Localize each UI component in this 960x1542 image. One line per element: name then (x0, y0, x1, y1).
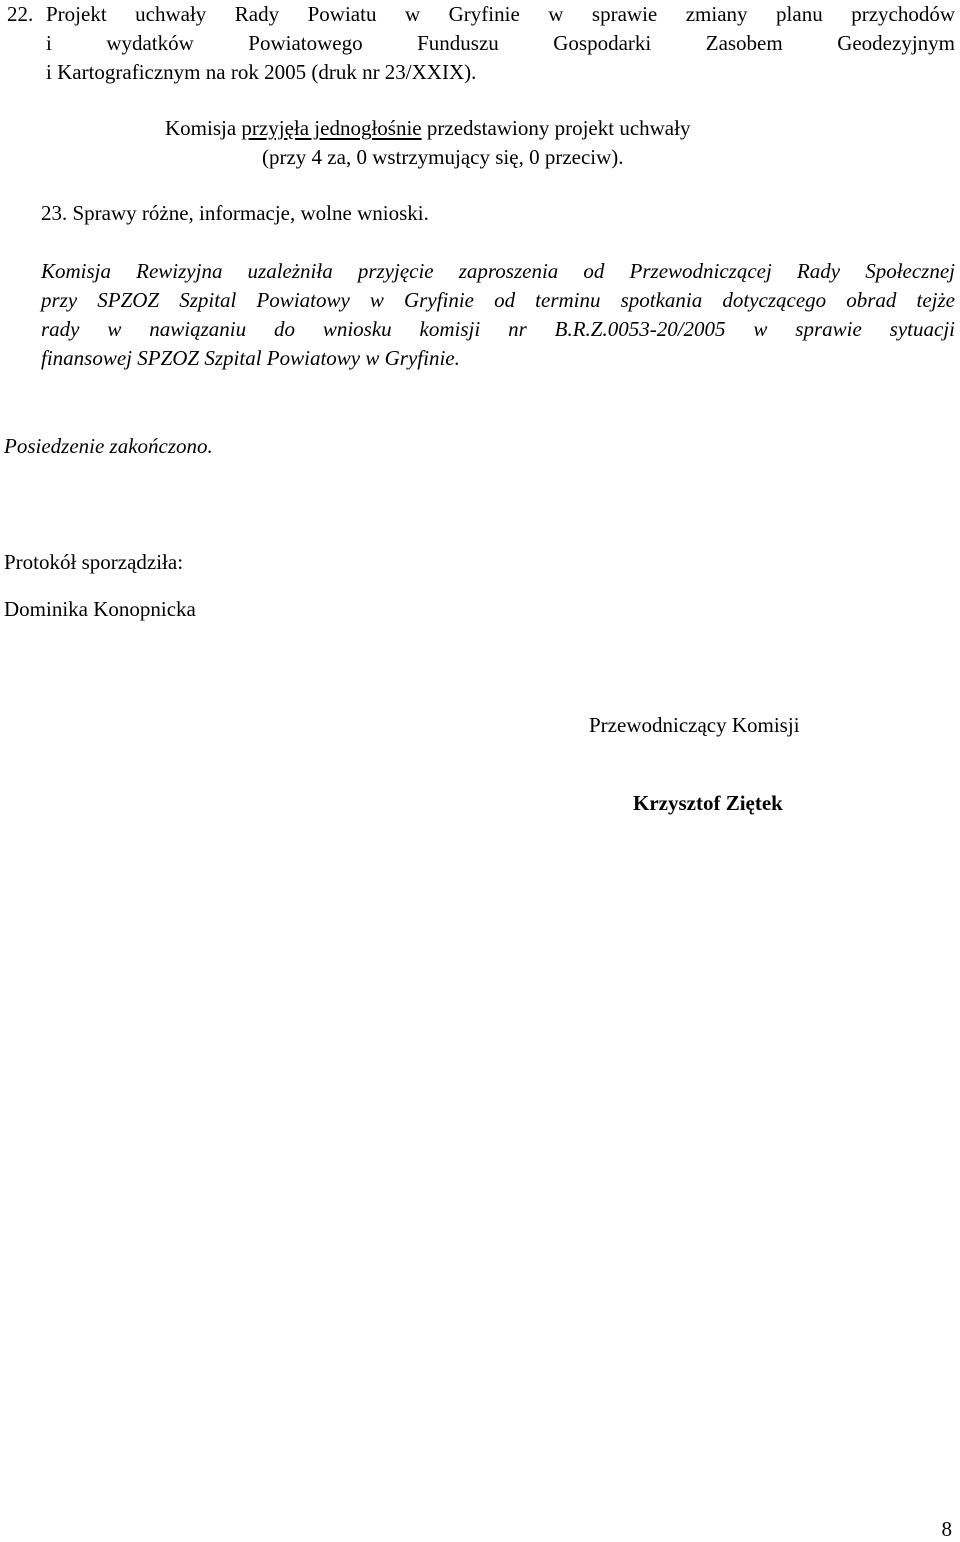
rewizyjna-line-3 (41, 315, 955, 344)
item-22-number: 22. (7, 2, 34, 26)
item-22-line-1-text: Projekt uchwały Rady Powiatu w Gryfinie w sprawie zmiany planu przychodów (46, 2, 955, 26)
vote-line-1 (165, 114, 690, 143)
vote-prefix: Komisja (165, 116, 242, 140)
item-22-line-2 (46, 29, 955, 58)
rewizyjna-line-2 (41, 286, 955, 315)
chair-label: Przewodniczący Komisji (589, 713, 800, 737)
item-22-line-2-text: i wydatków Powiatowego Funduszu Gospodarki Zasobem Geodezyjnym (46, 31, 955, 55)
rewizyjna-line-4: finansowej SPZOZ Szpital Powiatowy w Gryfinie. (41, 346, 460, 370)
page-number: 8 (941, 1517, 952, 1541)
protocol-label: Protokół sporządziła: (4, 550, 184, 574)
protocol-author: Dominika Konopnicka (4, 597, 196, 621)
rewizyjna-line-1 (41, 257, 955, 286)
vote-suffix: przedstawiony projekt uchwały (421, 116, 691, 140)
closing-statement: Posiedzenie zakończono. (4, 434, 213, 458)
rewizyjna-line-1-text: Komisja Rewizyjna uzależniła przyjęcie zaproszenia od Przewodniczącej Rady Społecznej (41, 259, 955, 283)
chair-name: Krzysztof Ziętek (633, 791, 783, 815)
rewizyjna-line-3-text: rady w nawiązaniu do wniosku komisji nr B.R.Z.0053-20/2005 w sprawie sytuacji (41, 317, 955, 341)
vote-underlined: przyjęła jednogłośnie (241, 116, 422, 140)
vote-line-2: (przy 4 za, 0 wstrzymujący się, 0 przeciw). (262, 145, 624, 169)
item-22-line-3: i Kartograficznym na rok 2005 (druk nr 23/XXIX). (46, 60, 477, 84)
item-22-line-1 (46, 0, 955, 29)
item-23: 23. Sprawy różne, informacje, wolne wnioski. (41, 201, 429, 225)
rewizyjna-line-2-text: przy SPZOZ Szpital Powiatowy w Gryfinie od terminu spotkania dotyczącego obrad tejże (41, 288, 955, 312)
